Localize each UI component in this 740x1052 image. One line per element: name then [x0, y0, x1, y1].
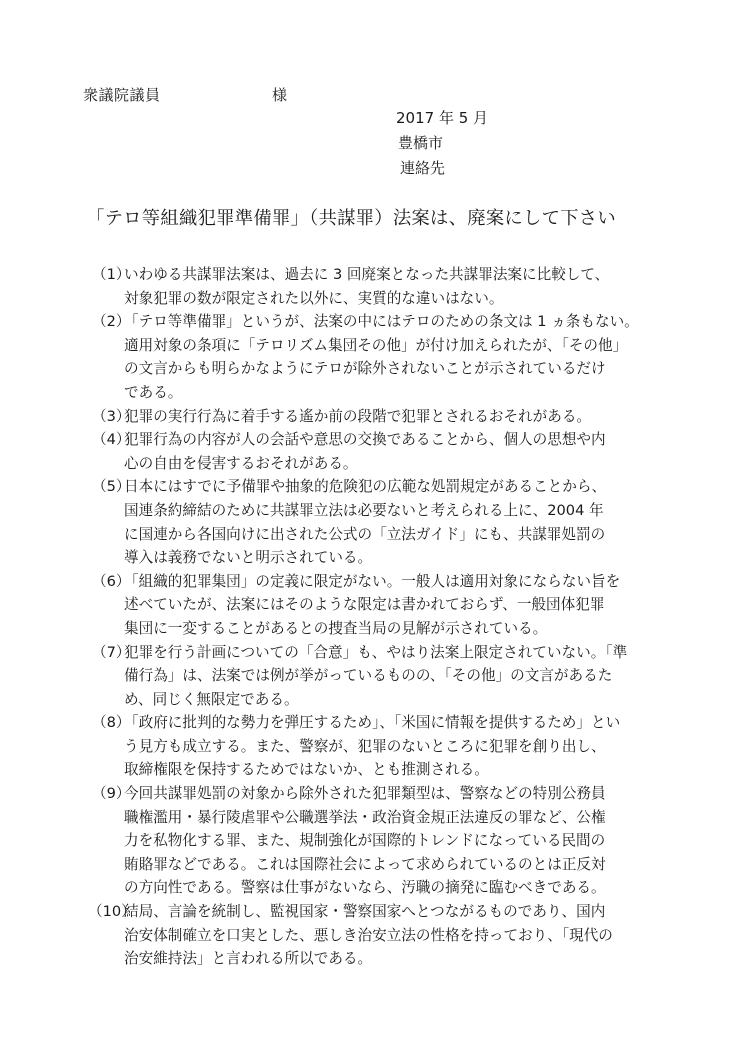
- item-text-line: 心の自由を侵害するおそれがある。: [124, 454, 358, 472]
- item-text-line: の文言からも明らかなようにテロが除外されないことが示されているだけ: [124, 360, 606, 378]
- item-number: （4）: [92, 431, 131, 449]
- item-text-line: 結局、言論を統制し、監視国家・警察国家へとつながるものであり、国内: [124, 903, 606, 921]
- item-text-line: 対象犯罪の数が限定された以外に、実質的な違いはない。: [124, 289, 504, 307]
- item-number: （3）: [92, 407, 131, 425]
- list-item: [92, 310, 696, 404]
- item-text-line: 国連条約締結のために共謀罪立法は必要ないと考えられる上に、2004 年: [124, 501, 604, 519]
- item-text-line: 力を私物化する罪、また、規制強化が国際的トレンドになっている民間の: [124, 832, 606, 850]
- item-text-line: 犯罪を行う計画についての「合意」も、やはり法案上限定されていない。「準: [124, 643, 628, 661]
- item-text-line: 取締権限を保持するためではないか、とも推測される。: [124, 761, 489, 779]
- item-text-line: 犯罪の実行行為に着手する遙か前の段階で犯罪とされるおそれがある。: [124, 407, 592, 425]
- item-text-line: う見方も成立する。また、警察が、犯罪のないところに犯罪を創り出し、: [124, 737, 606, 755]
- item-text-line: め、同じく無限定である。: [124, 690, 299, 708]
- item-text-line: に国連から各国向けに出された公式の「立法ガイド」にも、共謀罪処罰の: [124, 525, 606, 543]
- item-number: （8）: [92, 714, 131, 732]
- item-text-line: 「テロ等準備罪」というが、法案の中にはテロのための条文は 1 ヵ条もない。: [124, 313, 639, 331]
- document-title: 「テロ等組織犯罪準備罪」（共謀罪）法案は、廃案にして下さい: [86, 208, 616, 229]
- list-item: [92, 570, 696, 641]
- item-text-line: 備行為」は、法案では例が挙がっているものの、「その他」の文言があるた: [124, 667, 613, 685]
- item-text-line: の方向性である。警察は仕事がないなら、汚職の摘発に臨むべきである。: [124, 879, 606, 897]
- list-item: [92, 405, 696, 429]
- item-text-line: 日本にはすでに予備罪や抽象的危険犯の広範な処罰規定があることから、: [124, 478, 607, 496]
- item-text-line: 適用対象の条項に「テロリズム集団その他」が付け加えられたが、「その他」: [124, 336, 628, 354]
- honorific: 様: [272, 86, 288, 104]
- item-number: （10）: [88, 903, 136, 921]
- item-text-line: である。: [124, 383, 183, 401]
- item-number: （9）: [92, 785, 131, 803]
- list-item: [92, 428, 696, 475]
- item-text-line: 「組織的犯罪集団」の定義に限定がない。一般人は適用対象にならない旨を: [124, 572, 621, 590]
- item-list: [88, 263, 696, 971]
- list-item: [92, 711, 696, 782]
- item-number: （7）: [92, 643, 131, 661]
- item-text-line: 集団に一変することがあるとの捜査当局の見解が示されている。: [124, 619, 548, 637]
- list-item: [92, 263, 696, 310]
- item-number: （5）: [92, 478, 131, 496]
- item-number: （2）: [92, 313, 131, 331]
- list-item: [92, 641, 696, 712]
- list-item: [92, 475, 696, 569]
- addressee: 衆議院議員: [83, 86, 161, 104]
- item-text-line: 賄賂罪などである。これは国際社会によって求められているのとは正反対: [124, 855, 606, 873]
- item-text-line: 導入は義務でないと明示されている。: [124, 549, 373, 567]
- list-item: [92, 782, 696, 900]
- item-number: （6）: [92, 572, 131, 590]
- item-text-line: 述べていたが、法案にはそのような限定は書かれておらず、一般団体犯罪: [124, 596, 605, 614]
- item-text-line: 治安体制確立を口実とした、悪しき治安立法の性格を持っており、「現代の: [124, 926, 613, 944]
- contact-label: 連絡先: [400, 159, 446, 177]
- item-text-line: 今回共謀罪処罰の対象から除外された犯罪類型は、警察などの特別公務員: [124, 785, 606, 803]
- city: 豊橋市: [398, 134, 444, 152]
- item-text-line: 犯罪行為の内容が人の会話や意思の交換であることから、個人の思想や内: [124, 431, 606, 449]
- item-number: （1）: [92, 266, 131, 283]
- item-text-line: 職権濫用・暴行陵虐罪や公職選挙法・政治資金規正法違反の罪など、公権: [124, 808, 606, 826]
- item-text-line: 「政府に批判的な勢力を弾圧するため」、「米国に情報を提供するため」とい: [124, 714, 621, 732]
- item-text-line: いわゆる共謀罪法案は、過去に 3 回廃案となった共謀罪法案に比較して、: [124, 266, 610, 283]
- sender-block: [396, 106, 488, 181]
- date: 2017 年 5 月: [396, 109, 489, 127]
- item-text-line: 治安維持法」と言われる所以である。: [124, 950, 373, 968]
- list-item: [88, 900, 696, 971]
